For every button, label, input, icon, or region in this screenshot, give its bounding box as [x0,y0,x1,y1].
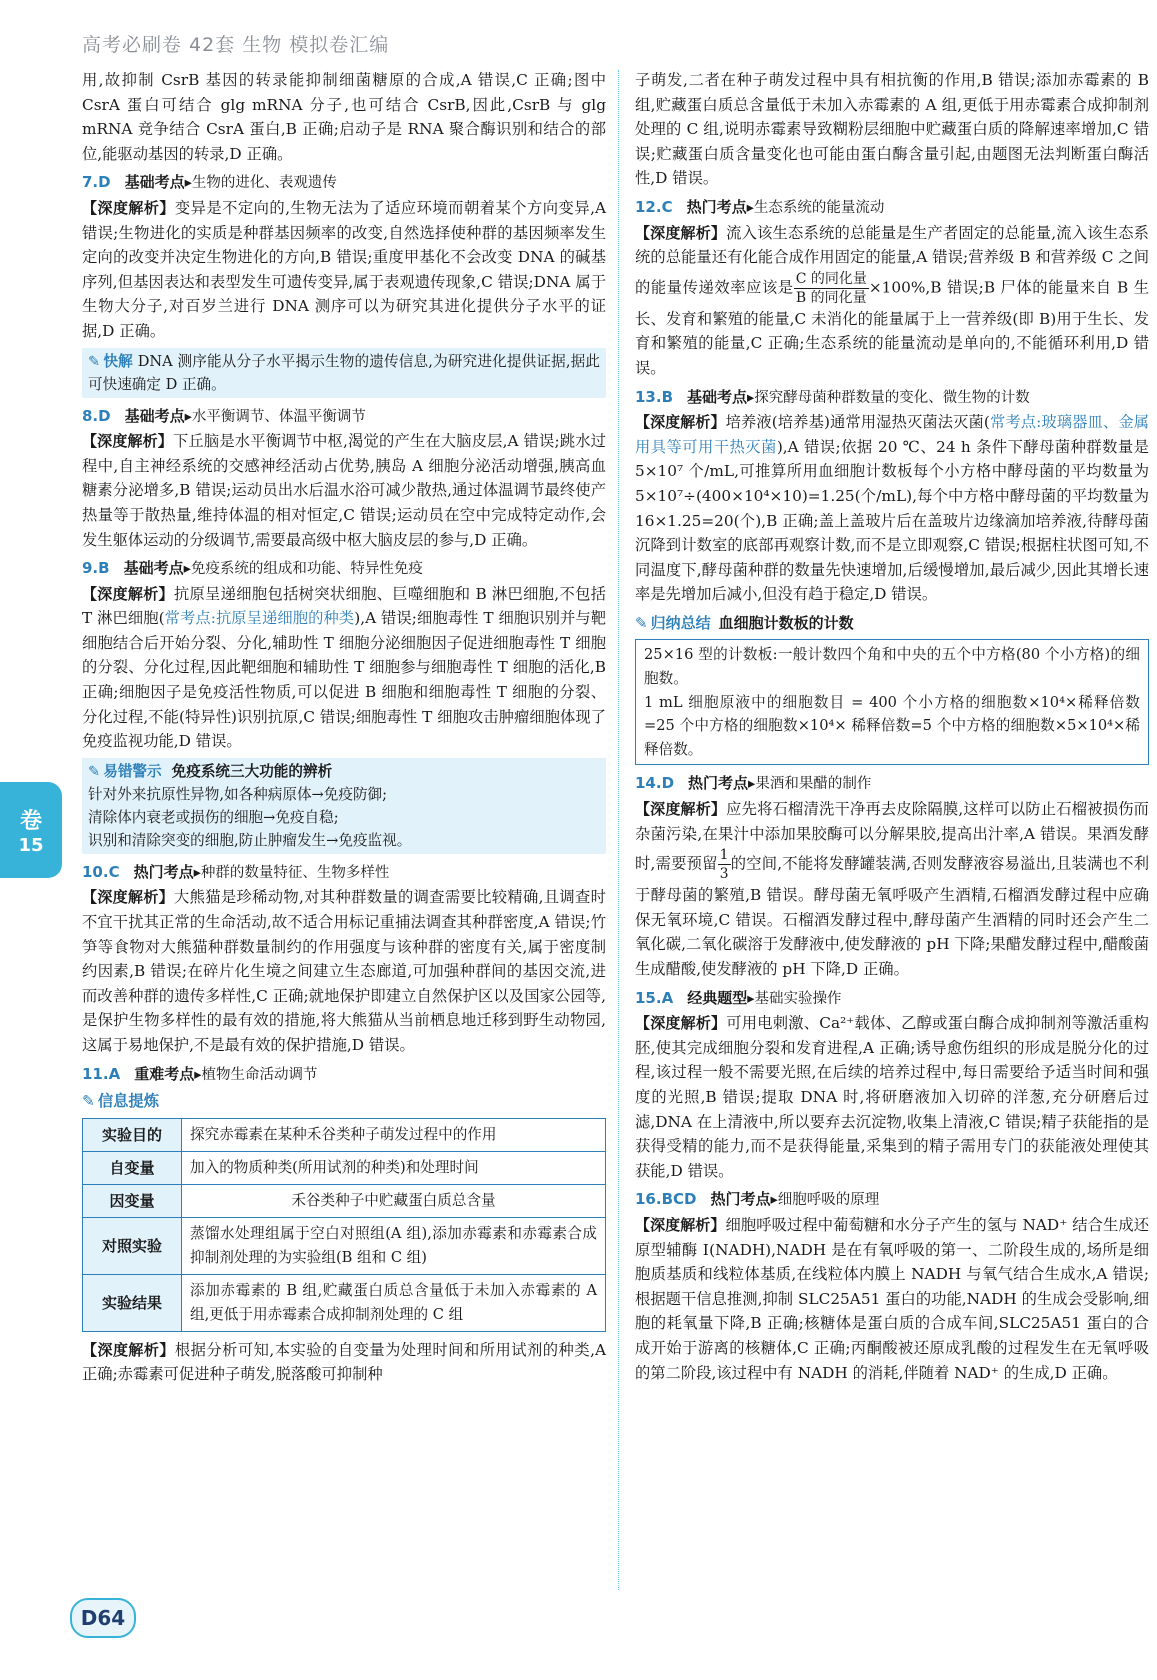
error-warning-note: ✎ 易错警示 免疫系统三大功能的辨析 针对外来抗原性异物,如各种病原体→免疫防御; 清除体内衰老或损伤的细胞→免疫自稳; 识别和清除突变的细胞,防止肿瘤发生→免疫监视。 [82,758,606,854]
question-12-header: 12.C 热门考点▸生态系统的能量流动 [635,197,885,216]
volume-label: 卷 [19,809,42,834]
common-point-highlight: 常考点:玻璃器皿、金属用具等可用干热灭菌 [635,413,1150,456]
left-column [82,68,606,1387]
volume-side-tab [0,782,62,878]
question-13-header: 13.B 基础考点▸探究酵母菌种群数量的变化、微生物的计数 [635,387,1030,406]
pen-icon: ✎ [88,352,101,370]
page-header: 高考必刷卷 42套 生物 模拟卷汇编 [82,34,390,56]
question-10-header: 10.C 热门考点▸种群的数量特征、生物多样性 [82,862,390,881]
question-16-header: 16.BCD 热门考点▸细胞呼吸的原理 [635,1190,880,1209]
column-divider [618,70,619,1590]
question-10-analysis: 【深度解析】大熊猫是珍稀动物,对其种群数量的调查需要比较精确,且调查时不宜干扰其正常的生命活动,故不适合用标记重捕法调查其种群密度,A 错误;竹笋等食物对大熊猫种群数量制约的作用强度与该种群的密度有关,属于密度制约因素,B 错误;在碎片化生境之间建立生态廊道,可加强种群间的基因交流,进而改善种群的遗传多样性,C 正确;就地保护即建立自然保护区以及国家公园等,是保护生物多样性的最有效的措施,将大熊猫从当前栖息地迁移到野生动物园,这属于易地保护,不是最有效的保护措施,D 错误。 [82,888,606,1054]
question-9-header: 9.B 基础考点▸免疫系统的组成和功能、特异性免疫 [82,559,423,578]
question-13-analysis: 【深度解析】培养液(培养基)通常用湿热灭菌法灭菌(常考点:玻璃器皿、金属用具等可用干热灭菌),A 错误;依据 20 ℃、24 h 条件下酵母菌种群数量是 5×10⁷ 个/mL,可推算所用血细胞计数板每个小方格中酵母菌的平均数量为 5×10⁷÷(400×10⁴×10)=1.25(个/mL),每个中方格中酵母菌的平均数量为 16×1.25=20(个),B 正确;盖上盖玻片后在盖玻片边缘滴加培养液,待酵母菌沉降到计数室的底部再观察计数,而不是立即观察,C 错误;根据柱状图可知,不同温度下,酵母菌种群的数量先快速增加,后缓慢增加,最后减少,因此其增长速率是先增加后减小,但没有趋于稳定,D 错误。 [635,413,1150,604]
question-15-analysis: 【深度解析】可用电刺激、Ca²⁺载体、乙醇或蛋白酶合成抑制剂等激活重构胚,使其完成细胞分裂和发育进程,A 正确;诱导愈伤组织的形成是脱分化的过程,该过程一般不需要光照,在后续的培养过程中,每日需要给予适当时间和强度的光照,B 错误;提取 DNA 时,将研磨液加入切碎的洋葱,充分研磨后过滤,DNA 在上清液中,所以要弃去沉淀物,收集上清液,C 错误;精子获能指的是获得受精的能力,而不是获得能量,采集到的精子需用专门的获能液处理使其获能,D 错误。 [635,1014,1149,1180]
pen-icon: ✎ [82,1092,95,1111]
question-12-analysis: 【深度解析】流入该生态系统的总能量是生产者固定的总能量,流入该生态系统的总能量还有化能合成作用固定的能量,A 错误;营养级 B 和营养级 C 之间的能量传递效率应该是 $\frac{\text{C 的同化量}}{\text{B 的同化量}}$ ×100%,B 错误;B 尸体的能量来自 B 生长、发育和繁殖的能量,C 未消化的能量属于上一营养级(即 B)用于生长、发育和繁殖的能量,C 正确;生态系统的能量流动是单向的,不能循环利用,D 错误。 [635,223,1149,377]
question-14-analysis: 【深度解析】应先将石榴清洗干净再去皮除隔膜,这样可以防止石榴被损伤而杂菌污染,在果汁中添加果胶酶可以分解果胶,提高出汁率,A 错误。果酒发酵时,需要预留 $\frac{1}{3}$ 的空间,不能将发酵罐装满,否则发酵液容易溢出,且装满也不利于酵母菌的繁殖,B 错误。酵母菌无氧呼吸产生酒精,石榴酒发酵过程中应确保无氧环境,C 错误。石榴酒发酵过程中,酵母菌产生酒精的同时还会产生二氧化碳,二氧化碳溶于发酵液中,使发酵液的 pH 下降;果醋发酵过程中,醋酸菌生成醋酸,使发酵液的 pH 下降,D 正确。 [635,800,1149,978]
pen-icon: ✎ [635,613,648,632]
info-extraction-title: ✎ 信息提炼 [82,1092,160,1111]
question-7-analysis: 【深度解析】变异是不定向的,生物无法为了适应环境而朝着某个方向变异,A 错误;生物进化的实质是种群基因频率的改变,自然选择使种群的基因频率发生定向的改变并决定生物进化的方向,B 错误;重度甲基化不会改变 DNA 的碱基序列,但基因表达和表型发生可遗传变异,属于表观遗传现象,C 错误;DNA 属于生物大分子,对百岁兰进行 DNA 测序可以为研究其进化提供分子水平的证据,D 正确。 [82,198,606,340]
table-row: 实验结果 添加赤霉素的 B 组,贮藏蛋白质总含量低于未加入赤霉素的 A 组,更低于用赤霉素合成抑制剂处理的 C 组 [83,1274,606,1331]
question-15-header: 15.A 经典题型▸基础实验操作 [635,988,842,1007]
question-7-header: 7.D 基础考点▸生物的进化、表观遗传 [82,173,337,192]
volume-number: 15 [18,835,44,856]
common-point-highlight: 常考点:抗原呈递细胞的种类 [164,609,355,628]
pen-icon: ✎ [88,762,101,780]
fraction: $\frac{\text{C 的同化量}}{\text{B 的同化量}}$ [795,270,867,306]
summary-box: 25×16 型的计数板:一般计数四个角和中央的五个中方格(80 个小方格)的细胞数。 1 mL 细胞原液中的细胞数目 = 400 个小方格的细胞数×10⁴×稀释倍数=25 个中方格的细胞数×10⁴× 稀释倍数=5 个中方格的细胞数×5×10⁴×稀释倍数。 [635,639,1149,765]
continued-text: 用,故抑制 CsrB 基因的转录能抑制细菌糖原的合成,A 错误,C 正确;图中 CsrA 蛋白可结合 glg mRNA 分子,也可结合 CsrB,因此,CsrB 与 glg mRNA 竞争结合 CsrA 蛋白,B 正确;启动子是 RNA 聚合酶识别和结合的部位,能驱动基因的转录,D 正确。 [82,71,606,163]
table-row: 对照实验 蒸馏水处理组属于空白对照组(A 组),添加赤霉素和赤霉素合成抑制剂处理的为实验组(B 组和 C 组) [83,1217,606,1274]
question-11-header: 11.A 重难考点▸植物生命活动调节 [82,1064,318,1083]
continued-text: 子萌发,二者在种子萌发过程中具有相抗衡的作用,B 错误;添加赤霉素的 B 组,贮藏蛋白质总含量低于未加入赤霉素的 A 组,更低于用赤霉素合成抑制剂处理的 C 组,说明赤霉素导致糊粉层细胞中贮藏蛋白质的降解速率增加,C 错误;贮藏蛋白质含量变化也可能由蛋白酶含量引起,由题图无法判断蛋白酶活性,D 错误。 [635,71,1149,188]
question-14-header: 14.D 热门考点▸果酒和果醋的制作 [635,774,872,793]
fraction: $\frac{1}{3}$ [719,847,729,883]
table-row: 因变量 禾谷类种子中贮藏蛋白质总含量 [83,1184,606,1217]
question-9-analysis: 【深度解析】抗原呈递细胞包括树突状细胞、巨噬细胞和 B 淋巴细胞,不包括 T 淋巴细胞(常考点:抗原呈递细胞的种类),A 错误;细胞毒性 T 细胞识别并与靶细胞结合后开始分裂、分化,辅助性 T 细胞分泌细胞因子促进细胞毒性 T 细胞的分裂、分化过程,因此靶细胞和辅助性 T 细胞参与细胞毒性 T 细胞的活化,B 正确;细胞因子是免疫活性物质,可以促进 B 细胞和细胞毒性 T 细胞的分裂、分化过程,不能(特异性)识别抗原,C 错误;细胞毒性 T 细胞攻击肿瘤细胞体现了免疫监视功能,D 错误。 [82,584,606,751]
summary-title: ✎ 归纳总结 血细胞计数板的计数 [635,613,854,632]
question-16-analysis: 【深度解析】细胞呼吸过程中葡萄糖和水分子产生的氢与 NAD⁺ 结合生成还原型辅酶 Ⅰ(NADH),NADH 是在有氧呼吸的第一、二阶段生成的,场所是细胞质基质和线粒体基质,在线粒体内膜上 NADH 与氧气结合生成水,A 错误;根据题干信息推测,抑制 SLC25A51 蛋白的功能,NADH 的生成会受影响,细胞的耗氧量下降,B 正确;核糖体是蛋白质的合成车间,SLC25A51 蛋白的合成开始于游离的核糖体,C 正确;丙酮酸被还原成乳酸的过程发生在无氧呼吸的第二阶段,该过程中有 NADH 的消耗,伴随着 NAD⁺ 的生成,D 正确。 [635,1215,1149,1382]
right-column [635,68,1149,1385]
table-row: 实验目的 探究赤霉素在某种禾谷类种子萌发过程中的作用 [83,1118,606,1151]
question-8-header: 8.D 基础考点▸水平衡调节、体温平衡调节 [82,406,366,425]
table-row: 自变量 加入的物质种类(所用试剂的种类)和处理时间 [83,1151,606,1184]
info-table [82,1118,606,1332]
page-number: D64 [70,1598,136,1638]
question-8-analysis: 【深度解析】下丘脑是水平衡调节中枢,渴觉的产生在大脑皮层,A 错误;跳水过程中,自主神经系统的交感神经活动占优势,胰岛 A 细胞分泌活动增强,胰高血糖素分泌增多,B 错误;运动员出水后温水浴可减少散热,通过体温调节最终使产热量等于散热量,维持体温的相对恒定,C 错误;运动员在空中完成特定动作,会发生躯体运动的分级调节,需要最高级中枢大脑皮层的参与,D 正确。 [82,432,606,549]
question-11-analysis: 【深度解析】根据分析可知,本实验的自变量为处理时间和所用试剂的种类,A 正确;赤霉素可促进种子萌发,脱落酸可抑制种 [82,1340,606,1384]
quick-solution-note: ✎ 快解 DNA 测序能从分子水平揭示生物的遗传信息,为研究进化提供证据,据此可快速确定 D 正确。 [82,348,606,398]
